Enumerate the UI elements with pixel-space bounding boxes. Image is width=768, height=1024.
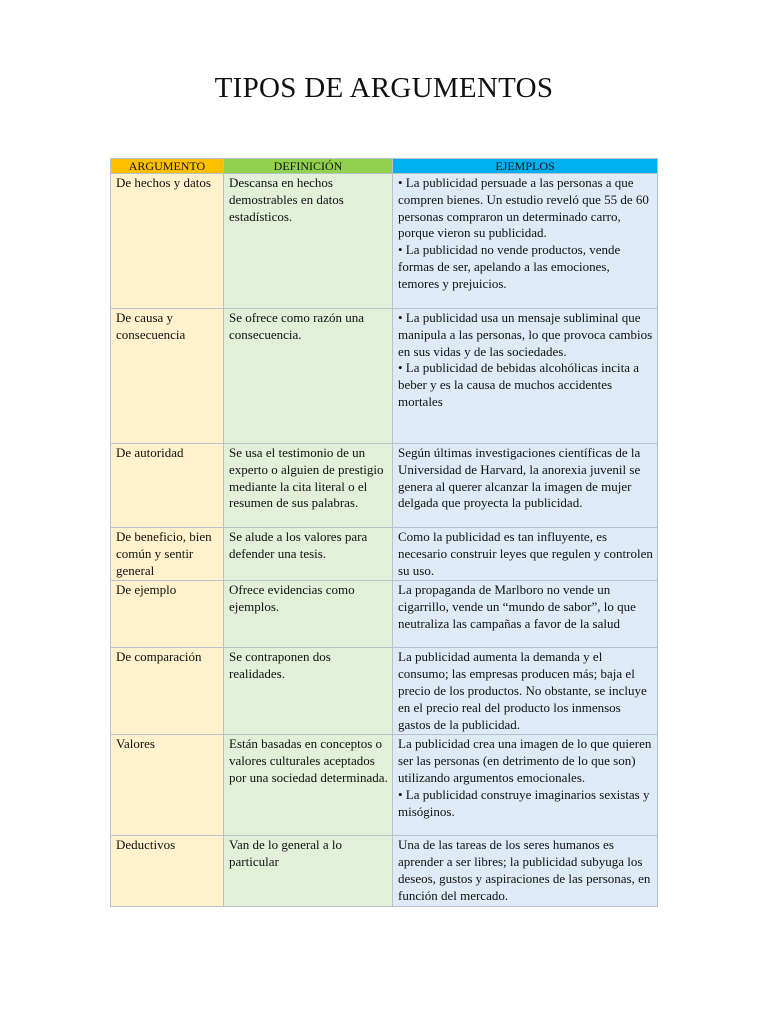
- header-ejemplos: EJEMPLOS: [393, 159, 658, 174]
- argumento-cell: De hechos y datos: [111, 174, 224, 309]
- ejemplo-text: Como la publicidad es tan influyente, es necesario construir leyes que regulen y controlen su uso.: [398, 529, 653, 578]
- argumento-cell: De autoridad: [111, 444, 224, 528]
- ejemplo-text: mortales: [398, 393, 443, 409]
- argumento-cell: De comparación: [111, 648, 224, 735]
- argumento-cell: De causa y consecuencia: [111, 309, 224, 444]
- table-row: [111, 174, 658, 309]
- table-row: [111, 528, 658, 581]
- ejemplos-cell: [393, 581, 658, 648]
- ejemplos-cell: [393, 174, 658, 309]
- table-row: [111, 836, 658, 906]
- ejemplo-text: • La publicidad de bebidas alcohólicas incita a beber y es la causa de muchos accidentes: [398, 360, 639, 393]
- ejemplo-text: • La publicidad no vende productos, vende formas de ser, apelando a las emociones, temores y prejuicios.: [398, 242, 621, 291]
- ejemplos-cell: [393, 836, 658, 906]
- definicion-cell: Se ofrece como razón una consecuencia.: [224, 309, 393, 444]
- header-argumento: ARGUMENTO: [111, 159, 224, 174]
- definicion-cell: Ofrece evidencias como ejemplos.: [224, 581, 393, 648]
- ejemplo-text: • La publicidad construye imaginarios sexistas y misóginos.: [398, 786, 650, 819]
- table-row: [111, 309, 658, 444]
- definicion-cell: Se alude a los valores para defender una tesis.: [224, 528, 393, 581]
- table-body: [111, 174, 658, 907]
- definicion-cell: Descansa en hechos demostrables en datos estadísticos.: [224, 174, 393, 309]
- argumento-cell: Deductivos: [111, 836, 224, 906]
- table-row: [111, 581, 658, 648]
- table-row: [111, 444, 658, 528]
- ejemplo-text: La publicidad crea una imagen de lo que quieren ser las personas (en detrimento de lo que son) utilizando argumentos emocionales.: [398, 736, 652, 785]
- ejemplo-text: Según últimas investigaciones científicas de la Universidad de Harvard, la anorexia juvenil se genera al querer alcanzar la imagen de mujer delgada que proyecta la publicidad.: [398, 445, 641, 511]
- argumento-cell: De ejemplo: [111, 581, 224, 648]
- ejemplos-cell: [393, 528, 658, 581]
- argumento-cell: Valores: [111, 735, 224, 836]
- table-row: [111, 735, 658, 836]
- ejemplo-text: • La publicidad persuade a las personas a que compren bienes. Un estudio reveló que 55 de 60 personas compraron un determinado carro, porque vieron su publicidad.: [398, 175, 649, 241]
- ejemplo-text: La propaganda de Marlboro no vende un cigarrillo, vende un “mundo de sabor”, lo que neutraliza las campañas a favor de la salud: [398, 582, 636, 631]
- ejemplo-text: La publicidad aumenta la demanda y el consumo; las empresas producen más; baja el precio de los productos. No obstante, se incluye en el precio real del producto los inmensos gastos de la publicidad.: [398, 649, 647, 732]
- header-definicion: DEFINICIÓN: [224, 159, 393, 174]
- ejemplo-text: Una de las tareas de los seres humanos es aprender a ser libres; la publicidad subyuga los deseos, gustos y aspiraciones de las personas, en función del mercado.: [398, 837, 651, 903]
- definicion-cell: Van de lo general a lo particular: [224, 836, 393, 906]
- ejemplos-cell: [393, 648, 658, 735]
- table-header-row: [111, 159, 658, 174]
- argumento-cell: De beneficio, bien común y sentir general: [111, 528, 224, 581]
- page-title: TIPOS DE ARGUMENTOS: [214, 72, 554, 104]
- table-row: [111, 648, 658, 735]
- definicion-cell: Están basadas en conceptos o valores culturales aceptados por una sociedad determinada.: [224, 735, 393, 836]
- ejemplos-cell: [393, 735, 658, 836]
- ejemplos-cell: [393, 309, 658, 444]
- ejemplos-cell: [393, 444, 658, 528]
- definicion-cell: Se contraponen dos realidades.: [224, 648, 393, 735]
- ejemplo-text: • La publicidad usa un mensaje subliminal que manipula a las personas, lo que provoca cambios en sus vidas y de las sociedades.: [398, 310, 653, 359]
- arguments-table: [110, 158, 658, 907]
- definicion-cell: Se usa el testimonio de un experto o alguien de prestigio mediante la cita literal o el resumen de sus palabras.: [224, 444, 393, 528]
